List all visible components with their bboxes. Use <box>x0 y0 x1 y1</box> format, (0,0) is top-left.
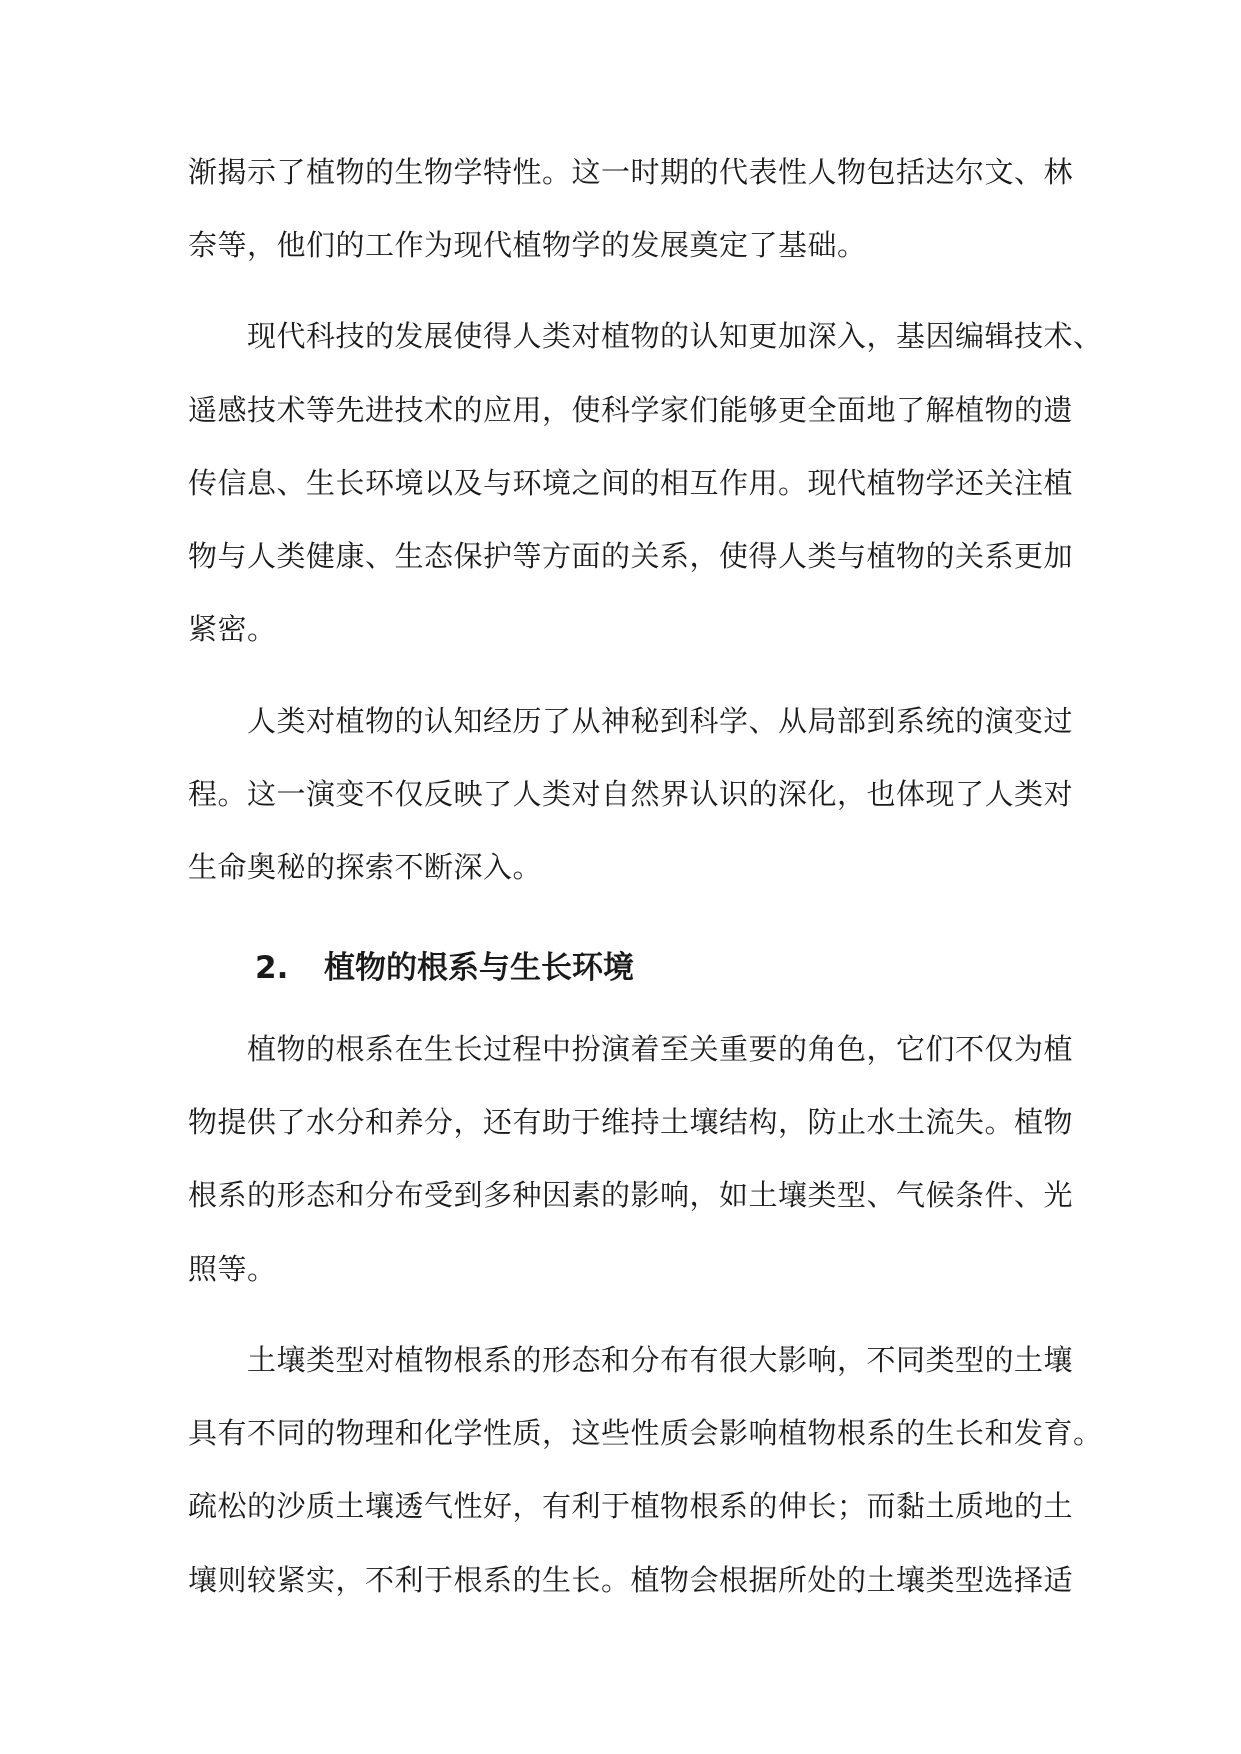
text-line: 壤则较紧实，不利于根系的生长。植物会根据所处的土壤类型选择适 <box>188 1563 1074 1597</box>
text-line: 根系的形态和分布受到多种因素的影响，如土壤类型、气候条件、光 <box>188 1178 1074 1212</box>
text-line: 土壤类型对植物根系的形态和分布有很大影响，不同类型的土壤 <box>247 1343 1074 1377</box>
section-title: 植物的根系与生长环境 <box>323 950 634 986</box>
text-line: 紧密。 <box>188 612 277 646</box>
text-line: 人类对植物的认知经历了从神秘到科学、从局部到系统的演变过 <box>247 704 1074 738</box>
text-line: 程。这一演变不仅反映了人类对自然界认识的深化，也体现了人类对 <box>188 777 1074 811</box>
text-line: 植物的根系在生长过程中扮演着至关重要的角色，它们不仅为植 <box>247 1032 1074 1066</box>
section-heading <box>255 946 634 990</box>
text-line: 遥感技术等先进技术的应用，使科学家们能够更全面地了解植物的遗 <box>188 393 1074 427</box>
text-line: 生命奥秘的探索不断深入。 <box>188 850 543 884</box>
text-line: 物与人类健康、生态保护等方面的关系，使得人类与植物的关系更加 <box>188 539 1074 573</box>
text-line: 现代科技的发展使得人类对植物的认知更加深入，基因编辑技术、 <box>247 319 1103 353</box>
text-line: 疏松的沙质土壤透气性好，有利于植物根系的伸长；而黏土质地的土 <box>188 1489 1074 1523</box>
section-number: 2. <box>255 950 289 986</box>
text-line: 物提供了水分和养分，还有助于维持土壤结构，防止水土流失。植物 <box>188 1105 1074 1139</box>
text-line: 奈等，他们的工作为现代植物学的发展奠定了基础。 <box>188 228 867 262</box>
text-line: 传信息、生长环境以及与环境之间的相互作用。现代植物学还关注植 <box>188 466 1074 500</box>
text-line: 照等。 <box>188 1252 277 1286</box>
text-line: 具有不同的物理和化学性质，这些性质会影响植物根系的生长和发育。 <box>188 1416 1103 1450</box>
text-line: 渐揭示了植物的生物学特性。这一时期的代表性人物包括达尔文、林 <box>188 155 1074 189</box>
